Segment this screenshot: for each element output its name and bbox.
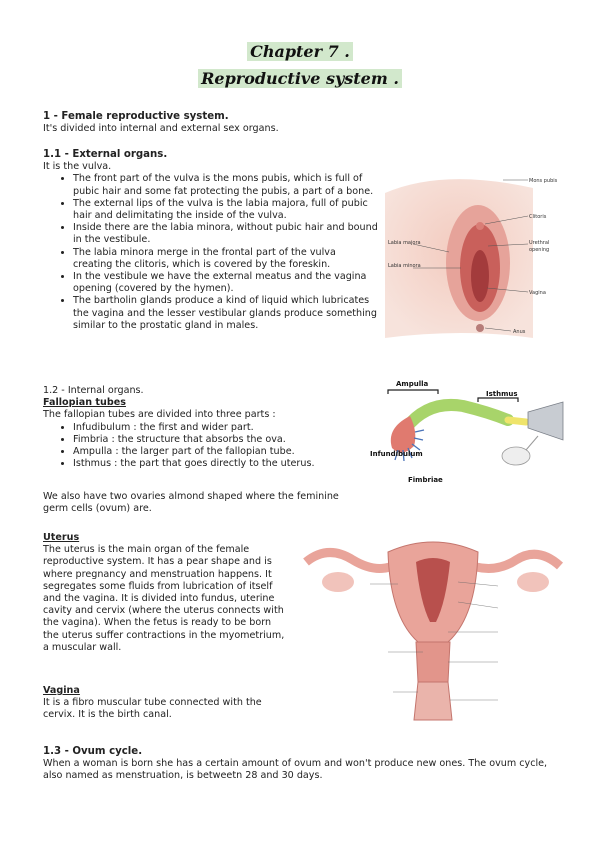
section-1-3 — [43, 746, 563, 783]
label-opening: opening — [529, 247, 550, 253]
fallopian-intro: The fallopian tubes are divided into three parts : — [43, 409, 276, 421]
uterus-text: The uterus is the main organ of the female reproductive system. It has a pear shape and is where pregnancy and menstruation happens. It segregates some fluids from lubrication of itself and the vagina. It is divided into fundus, uterine cavity and cervix (where the uterus connects with the vagina). When the fetus is ready to be born the uterus suffer contractions in the myometrium, a muscular wall. — [43, 544, 285, 653]
list-item: • In the vestibule we have the external meatus and the vagina opening (covered by the hymen). — [73, 271, 378, 295]
list-item: • Isthmus : the part that goes directly to the uterus. — [73, 458, 363, 470]
label-labia-majora: Labia majora — [388, 240, 421, 246]
list-item: • Ampulla : the larger part of the fallopian tube. — [73, 446, 363, 458]
vagina-tube — [414, 682, 452, 720]
ampulla-segment — [406, 405, 508, 428]
label-isthmus: Isthmus — [486, 390, 518, 398]
section-1-2-heading: 1.2 - Internal organs. — [43, 385, 144, 396]
fallopian-heading: Fallopian tubes — [43, 397, 126, 409]
right-ovary — [517, 572, 549, 592]
fallopian-list — [43, 422, 363, 471]
list-item: • Inside there are the labia minora, without pubic hair and bound in the vestibule. — [73, 222, 378, 246]
left-ovary — [322, 572, 354, 592]
list-item: • Infudibulum : the first and wider part. — [73, 422, 363, 434]
section-1-1-intro: It is the vulva. — [43, 161, 112, 173]
uterus-heading: Uterus — [43, 532, 80, 543]
vagina-section — [43, 685, 288, 722]
uterus-section — [43, 532, 288, 654]
section-1-2 — [43, 385, 363, 470]
section-1-heading: 1 - Female reproductive system. — [43, 111, 229, 122]
label-infundibulum: Infundibulum — [370, 450, 423, 458]
section-1-3-heading: 1.3 - Ovum cycle. — [43, 746, 143, 757]
uterus-horn-shape — [528, 402, 563, 440]
fallopian-tube-diagram — [368, 376, 568, 488]
list-item: • Fimbria : the structure that absorbs the ova. — [73, 434, 363, 446]
section-1 — [43, 111, 563, 135]
cervix — [416, 642, 450, 682]
label-clitoris: Clitoris — [529, 214, 547, 220]
vagina-text: It is a fibro muscular tube connected with the cervix. It is the birth canal. — [43, 697, 262, 721]
infundibulum-shape — [391, 416, 416, 453]
list-item: • The front part of the vulva is the mons pubis, which is full of pubic hair and some fat protecting the pubis, a part of a bone. — [73, 173, 378, 197]
vagina-heading: Vagina — [43, 685, 80, 696]
clitoris-shape — [476, 222, 484, 230]
vulva-diagram — [383, 168, 558, 340]
label-fimbriae: Fimbriae — [408, 476, 443, 484]
label-urethral: Urethral — [529, 240, 550, 246]
list-item: • The external lips of the vulva is the labia majora, full of pubic hair and delimitating the inside of the vulva. — [73, 198, 378, 222]
uterus-diagram — [298, 522, 568, 722]
list-item: • The bartholin glands produce a kind of liquid which lubricates the vagina and the lesser vestibular glands produce something similar to the prostatic gland in males. — [73, 295, 378, 332]
label-anus: Anus — [513, 329, 526, 335]
label-vagina: Vagina — [529, 290, 546, 296]
label-ampulla: Ampulla — [396, 380, 429, 388]
isthmus-segment — [508, 420, 526, 422]
ovaries-paragraph: We also have two ovaries almond shaped where the feminine germ cells (ovum) are. — [43, 491, 339, 515]
chapter-subtitle: Reproductive system . — [0, 69, 600, 88]
list-item: • The labia minora merge in the frontal part of the vulva creating the clitoris, which is covered by the foreskin. — [73, 247, 378, 271]
external-organs-list — [43, 173, 378, 332]
chapter-title: Chapter 7 . — [0, 42, 600, 61]
section-1-intro: It's divided into internal and external sex organs. — [43, 123, 279, 135]
section-1-1-heading: 1.1 - External organs. — [43, 149, 168, 160]
label-labia-minora: Labia minora — [388, 263, 421, 269]
section-1-1 — [43, 149, 378, 332]
section-1-3-text: When a woman is born she has a certain amount of ovum and won't produce new ones. The ovum cycle, also named as menstruation, is betweetn 28 and 30 days. — [43, 758, 548, 782]
label-mons-pubis: Mons pubis — [529, 178, 558, 184]
